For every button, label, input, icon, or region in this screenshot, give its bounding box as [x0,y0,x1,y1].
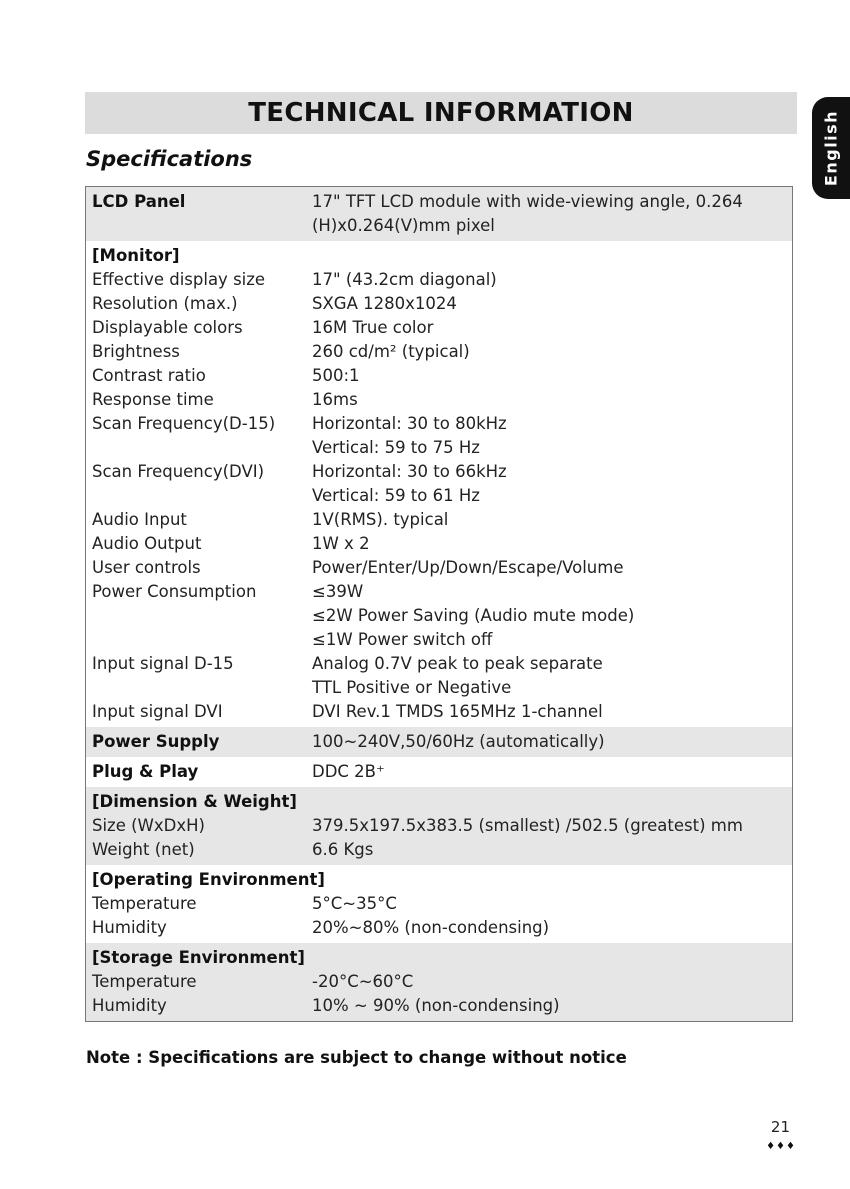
spec-label: Humidity [92,996,167,1015]
monitor-rows [86,268,792,724]
spec-value: Horizontal: 30 to 80kHz [312,414,507,433]
spec-row [86,892,792,916]
section-heading: [Dimension & Weight] [92,792,297,811]
section-subtitle: Specifications [86,147,253,171]
spec-label: Resolution (max.) [92,294,238,313]
spec-row [86,760,792,784]
spec-row [86,388,792,412]
spec-value: 6.6 Kgs [312,840,374,859]
spec-value: 379.5x197.5x383.5 (smallest) /502.5 (greatest) mm [312,816,743,835]
spec-label: Weight (net) [92,840,195,859]
spec-label: Power Consumption [92,582,257,601]
spec-value: ≤39W [312,582,364,601]
power-supply-section [86,727,792,757]
dimension-section [86,787,792,865]
footer-ornament: ♦♦♦ [766,1141,796,1152]
spec-value: 17" TFT LCD module with wide-viewing angle, 0.264 (H)x0.264(V)mm pixel [312,192,743,235]
spec-label [86,628,312,652]
spec-row [86,676,792,700]
spec-label: Scan Frequency(DVI) [92,462,265,481]
spec-label: Humidity [92,918,167,937]
operating-rows [86,892,792,940]
spec-label [86,484,312,508]
spec-value: ≤2W Power Saving (Audio mute mode) [312,606,635,625]
storage-rows [86,970,792,1018]
spec-row [86,652,792,676]
spec-value: Horizontal: 30 to 66kHz [312,462,507,481]
section-heading: [Operating Environment] [92,870,325,889]
spec-label: Plug & Play [92,762,199,781]
spec-label: Temperature [92,972,197,991]
spec-value: 1V(RMS). typical [312,510,449,529]
section-heading: [Storage Environment] [92,948,305,967]
spec-value: 16ms [312,390,358,409]
spec-value: Vertical: 59 to 61 Hz [312,486,480,505]
specifications-table [85,186,793,1022]
spec-row [86,532,792,556]
spec-row [86,292,792,316]
spec-label: Temperature [92,894,197,913]
spec-label: Displayable colors [92,318,243,337]
spec-label: Input signal DVI [92,702,223,721]
spec-row [86,364,792,388]
monitor-section [86,241,792,727]
spec-row [86,508,792,532]
spec-row [86,838,792,862]
spec-label: Brightness [92,342,180,361]
spec-row [86,916,792,940]
dimension-rows [86,814,792,862]
spec-row [86,484,792,508]
spec-row [86,436,792,460]
spec-label [86,676,312,700]
spec-value: 500:1 [312,366,360,385]
spec-row [86,604,792,628]
spec-row [86,268,792,292]
spec-value: DDC 2B⁺ [312,762,385,781]
spec-row [86,556,792,580]
spec-value: 1W x 2 [312,534,370,553]
spec-row [86,994,792,1018]
spec-label: Scan Frequency(D-15) [92,414,276,433]
spec-value: -20°C~60°C [312,972,414,991]
spec-row [86,628,792,652]
spec-value: Power/Enter/Up/Down/Escape/Volume [312,558,624,577]
spec-value: 5°C~35°C [312,894,397,913]
spec-value: DVI Rev.1 TMDS 165MHz 1-channel [312,702,603,721]
spec-value: 260 cd/m² (typical) [312,342,470,361]
spec-row [86,730,792,754]
spec-row [86,970,792,994]
spec-label: Size (WxDxH) [92,816,205,835]
plug-play-section [86,757,792,787]
spec-row [86,460,792,484]
spec-label [86,436,312,460]
spec-label: User controls [92,558,201,577]
spec-row [86,190,792,238]
spec-label [86,604,312,628]
footnote: Note : Specifications are subject to change without notice [86,1048,627,1067]
spec-row [86,412,792,436]
spec-value: 16M True color [312,318,434,337]
spec-value: 10% ~ 90% (non-condensing) [312,996,560,1015]
spec-value: 100~240V,50/60Hz (automatically) [312,732,605,751]
spec-label: Power Supply [92,732,220,751]
language-tab-label: English [821,109,841,187]
spec-value: Analog 0.7V peak to peak separate [312,654,603,673]
language-tab [812,97,850,199]
operating-section [86,865,792,943]
spec-row [86,814,792,838]
spec-label: Response time [92,390,214,409]
spec-row [86,700,792,724]
section-heading: [Monitor] [92,246,180,265]
spec-value: TTL Positive or Negative [312,678,512,697]
spec-label: Audio Output [92,534,202,553]
spec-value: 17" (43.2cm diagonal) [312,270,497,289]
spec-value: ≤1W Power switch off [312,630,493,649]
spec-row [86,316,792,340]
spec-label: LCD Panel [92,192,186,211]
spec-label: Input signal D-15 [92,654,234,673]
title-bar [85,92,797,134]
page-number: 21 [770,1118,790,1136]
lcd-panel-section [86,187,792,241]
spec-value: 20%~80% (non-condensing) [312,918,550,937]
page-title: TECHNICAL INFORMATION [248,98,634,128]
spec-label: Contrast ratio [92,366,206,385]
storage-section [86,943,792,1021]
spec-value: SXGA 1280x1024 [312,294,457,313]
spec-label: Audio Input [92,510,187,529]
spec-row [86,580,792,604]
spec-row [86,340,792,364]
spec-label: Effective display size [92,270,266,289]
spec-value: Vertical: 59 to 75 Hz [312,438,480,457]
